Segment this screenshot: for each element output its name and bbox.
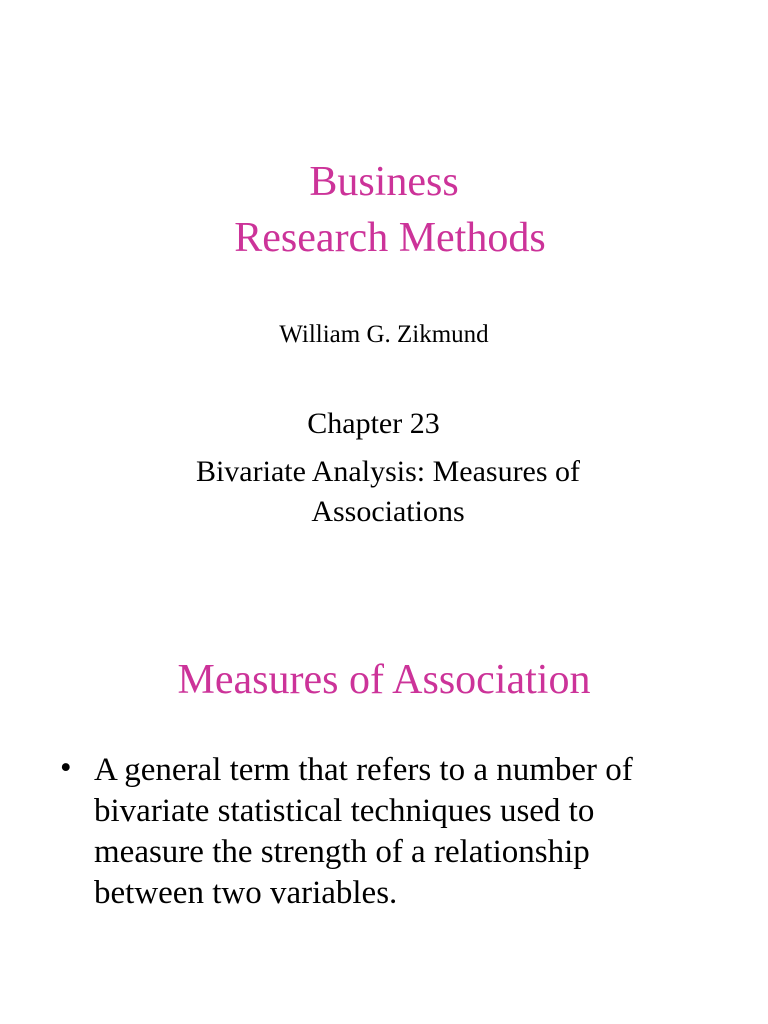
title-line-business: Business [309,159,459,205]
bullet-text: A general term that refers to a number of bivariate statistical techniques used to measure the strength of a relationship between two variables. [94,752,633,911]
chapter-subtitle: Bivariate Analysis: Measures of Associations [195,455,581,528]
slide2-title: Measures of Association [177,657,591,703]
author-name: William G. Zikmund [279,321,489,348]
slide1-title [0,154,768,266]
bullet-item [60,750,700,914]
bullet-icon: • [60,750,72,786]
chapter-number: Chapter 23 [307,407,440,440]
bullet-list [60,750,700,914]
title-line-research-methods: Research Methods [234,215,546,261]
